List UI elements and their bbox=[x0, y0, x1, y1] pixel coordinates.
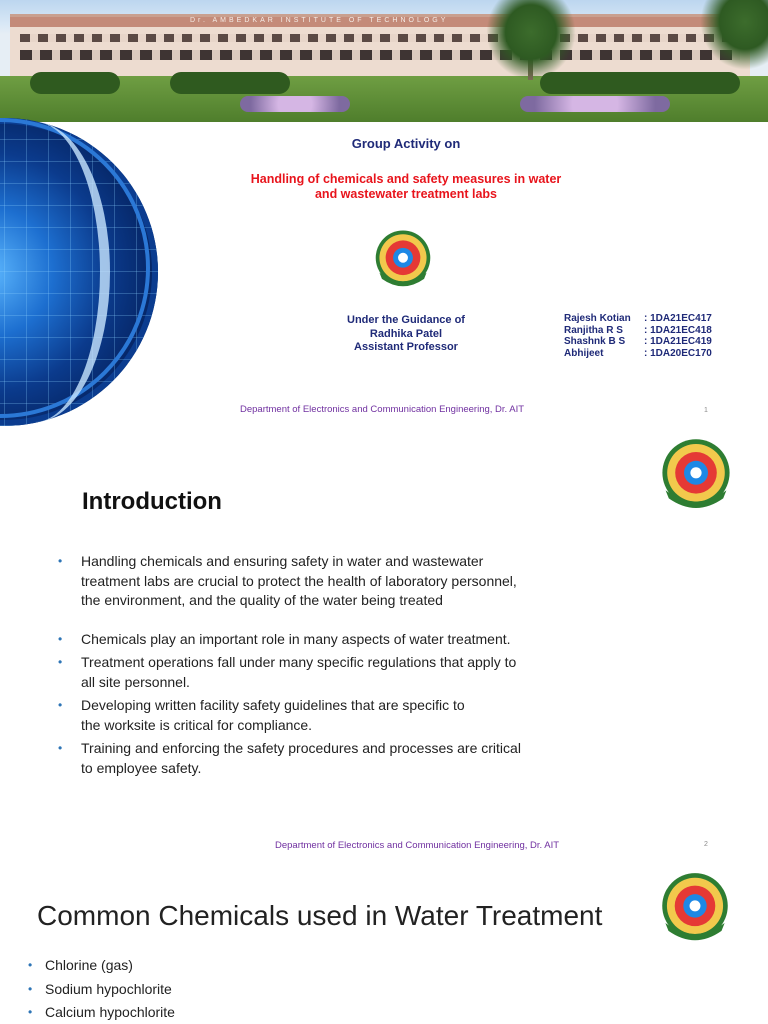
institute-logo bbox=[372, 228, 434, 290]
bullet-icon: • bbox=[28, 958, 33, 972]
team-member-row: Abhijeet : 1DA20EC170 bbox=[564, 347, 712, 359]
campus-building-photo bbox=[0, 0, 768, 122]
team-members bbox=[564, 313, 744, 359]
slide-3 bbox=[0, 864, 768, 1024]
bullet-icon: • bbox=[28, 981, 33, 996]
list-item: • Sodium hypochlorite bbox=[28, 978, 428, 1002]
slide-title: Introduction bbox=[82, 488, 222, 515]
slide-title: Common Chemicals used in Water Treatment bbox=[37, 900, 603, 931]
chemicals-bullet-list bbox=[28, 954, 428, 1024]
bullet-icon: • bbox=[58, 554, 63, 568]
building-sign: Dr. AMBEDKAR INSTITUTE OF TECHNOLOGY bbox=[190, 17, 449, 24]
institute-logo bbox=[656, 436, 736, 516]
list-item: • Training and enforcing the safety procedures and processes are critical to employee safety. bbox=[58, 740, 521, 776]
list-item: • Treatment operations fall under many specific regulations that apply to all site personnel. bbox=[58, 654, 517, 690]
list-item: • Chlorine (gas) bbox=[28, 954, 428, 978]
palm-tree bbox=[700, 0, 768, 70]
team-member-row: Shashnk B S : 1DA21EC419 bbox=[564, 336, 712, 348]
list-item: • Calcium hypochlorite bbox=[28, 1001, 428, 1024]
bullet-icon: • bbox=[28, 1005, 33, 1019]
bullet-icon: • bbox=[58, 698, 63, 712]
bullet-icon: • bbox=[58, 631, 63, 646]
list-item: • Handling chemicals and ensuring safety in water and wastewater treatment labs are crucial to protect the health of laboratory personnel, the environment, and the quality of the water being treated bbox=[58, 553, 517, 608]
team-member-row: Ranjitha R S : 1DA21EC418 bbox=[564, 324, 712, 336]
institute-logo bbox=[656, 870, 734, 948]
group-activity-heading: Group Activity on bbox=[351, 136, 461, 151]
page-number: 2 bbox=[704, 841, 708, 848]
team-member-row: Rajesh Kotian : 1DA21EC417 bbox=[564, 313, 712, 324]
slide-1 bbox=[0, 0, 768, 432]
slide-footer: Department of Electronics and Communication Engineering, Dr. AIT bbox=[275, 840, 560, 851]
introduction-bullet-list bbox=[58, 552, 578, 778]
slide-2 bbox=[0, 432, 768, 864]
bullet-icon: • bbox=[58, 655, 63, 669]
list-item: • Chemicals play an important role in many aspects of water treatment. bbox=[58, 630, 578, 650]
bullet-icon: • bbox=[58, 741, 63, 755]
slide-footer: Department of Electronics and Communication Engineering, Dr. AIT bbox=[240, 404, 525, 415]
palm-tree bbox=[486, 0, 576, 80]
presentation-title: Handling of chemicals and safety measures in water and wastewater treatment labs bbox=[250, 172, 562, 201]
page-number: 1 bbox=[704, 407, 708, 414]
guidance-block: Under the Guidance of Radhika Patel Assistant Professor bbox=[347, 314, 465, 353]
list-item: • Developing written facility safety guidelines that are specific to the worksite is critical for compliance. bbox=[58, 697, 465, 733]
